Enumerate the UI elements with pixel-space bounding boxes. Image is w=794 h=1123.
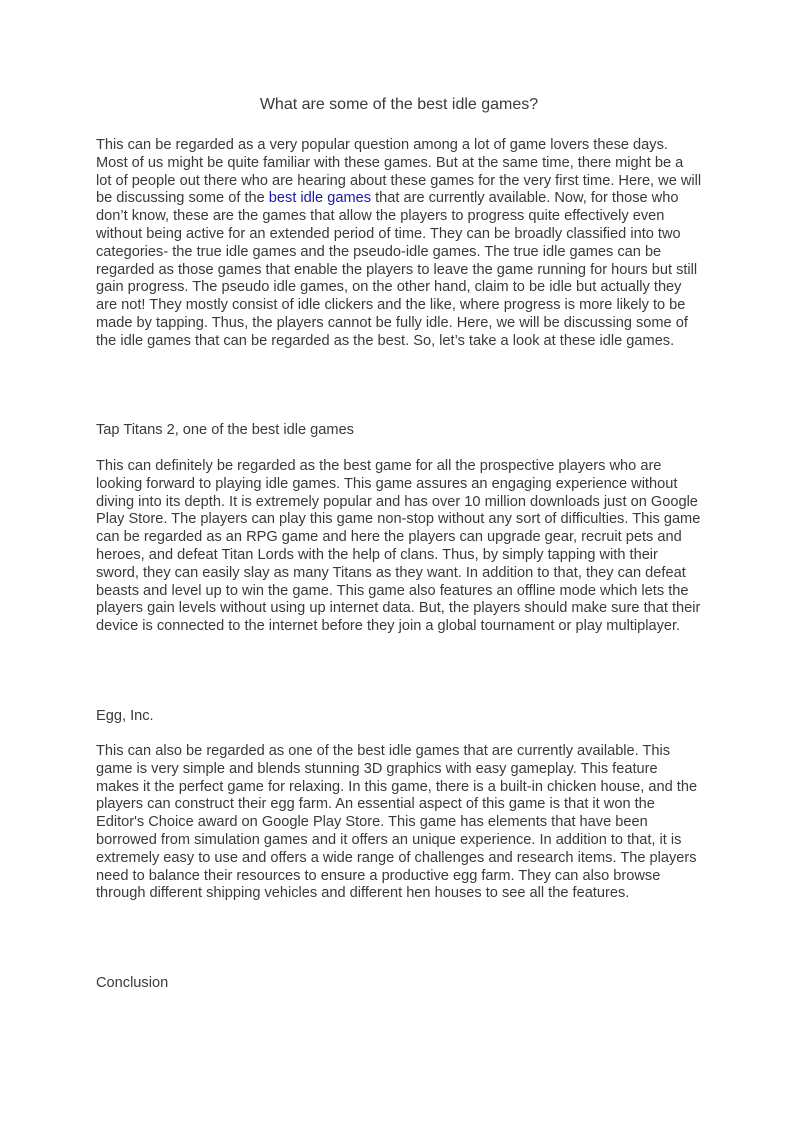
intro-paragraph bbox=[96, 137, 702, 351]
page-title: What are some of the best idle games? bbox=[259, 96, 539, 113]
section-heading-tap-titans: Tap Titans 2, one of the best idle games bbox=[96, 422, 354, 438]
section-heading-egg-inc: Egg, Inc. bbox=[96, 708, 154, 724]
section-heading-conclusion: Conclusion bbox=[96, 975, 169, 991]
best-idle-games-link[interactable]: best idle games bbox=[268, 190, 372, 207]
intro-text-after-link: that are currently available. Now, for those who don’t know, these are the games that allow the players to progress quite effectively even without being active for an extended period of time. They can be broadly classified into two categories- the true idle games and the pseudo-idle games. The true idle games can be regarded as those games that enable the players to leave the game running for hours but still gain progress. The pseudo idle games, on the other hand, claim to be idle but actually they are not! They mostly consist of idle clickers and the like, where progress is more likely to be made by tapping. Thus, the players cannot be fully idle. Here, we will be discussing some of the idle games that can be regarded as the best. So, let’s take a look at these idle games. bbox=[96, 190, 698, 349]
section-body-tap-titans: This can definitely be regarded as the best game for all the prospective players who are looking forward to playing idle games. This game assures an engaging experience without diving into its depth. It is extremely popular and has over 10 million downloads just on Google Play Store. The players can play this game non-stop without any sort of difficulties. This game can be regarded as an RPG game and here the players can upgrade gear, recruit pets and heroes, and defeat Titan Lords with the help of clans. Thus, by simply tapping with their sword, they can easily slay as many Titans as they want. In addition to that, they can defeat beasts and level up to win the game. This game also features an offline mode which lets the players gain levels without using up internet data. But, the players should make sure that their device is connected to the internet before they join a global tournament or play multiplayer. bbox=[96, 458, 701, 635]
intro-text-before-link: This can be regarded as a very popular question among a lot of game lovers these days. Most of us might be quite familiar with these games. But at the same time, there might be a lot of people out there who are hearing about these games for the very first time. Here, we will be discussing some of the bbox=[96, 137, 702, 207]
section-body-egg-inc: This can also be regarded as one of the best idle games that are currently available. This game is very simple and blends stunning 3D graphics with easy gameplay. This feature makes it the perfect game for relaxing. In this game, there is a built-in chicken house, and the players can construct their egg farm. An essential aspect of this game is that it won the Editor's Choice award on Google Play Store. This game has elements that have been borrowed from simulation games and it offers an unique experience. In addition to that, it is extremely easy to use and offers a wide range of challenges and research items. The players need to balance their resources to ensure a productive egg farm. They can also browse through different shipping vehicles and different hen houses to see all the features. bbox=[96, 743, 698, 902]
